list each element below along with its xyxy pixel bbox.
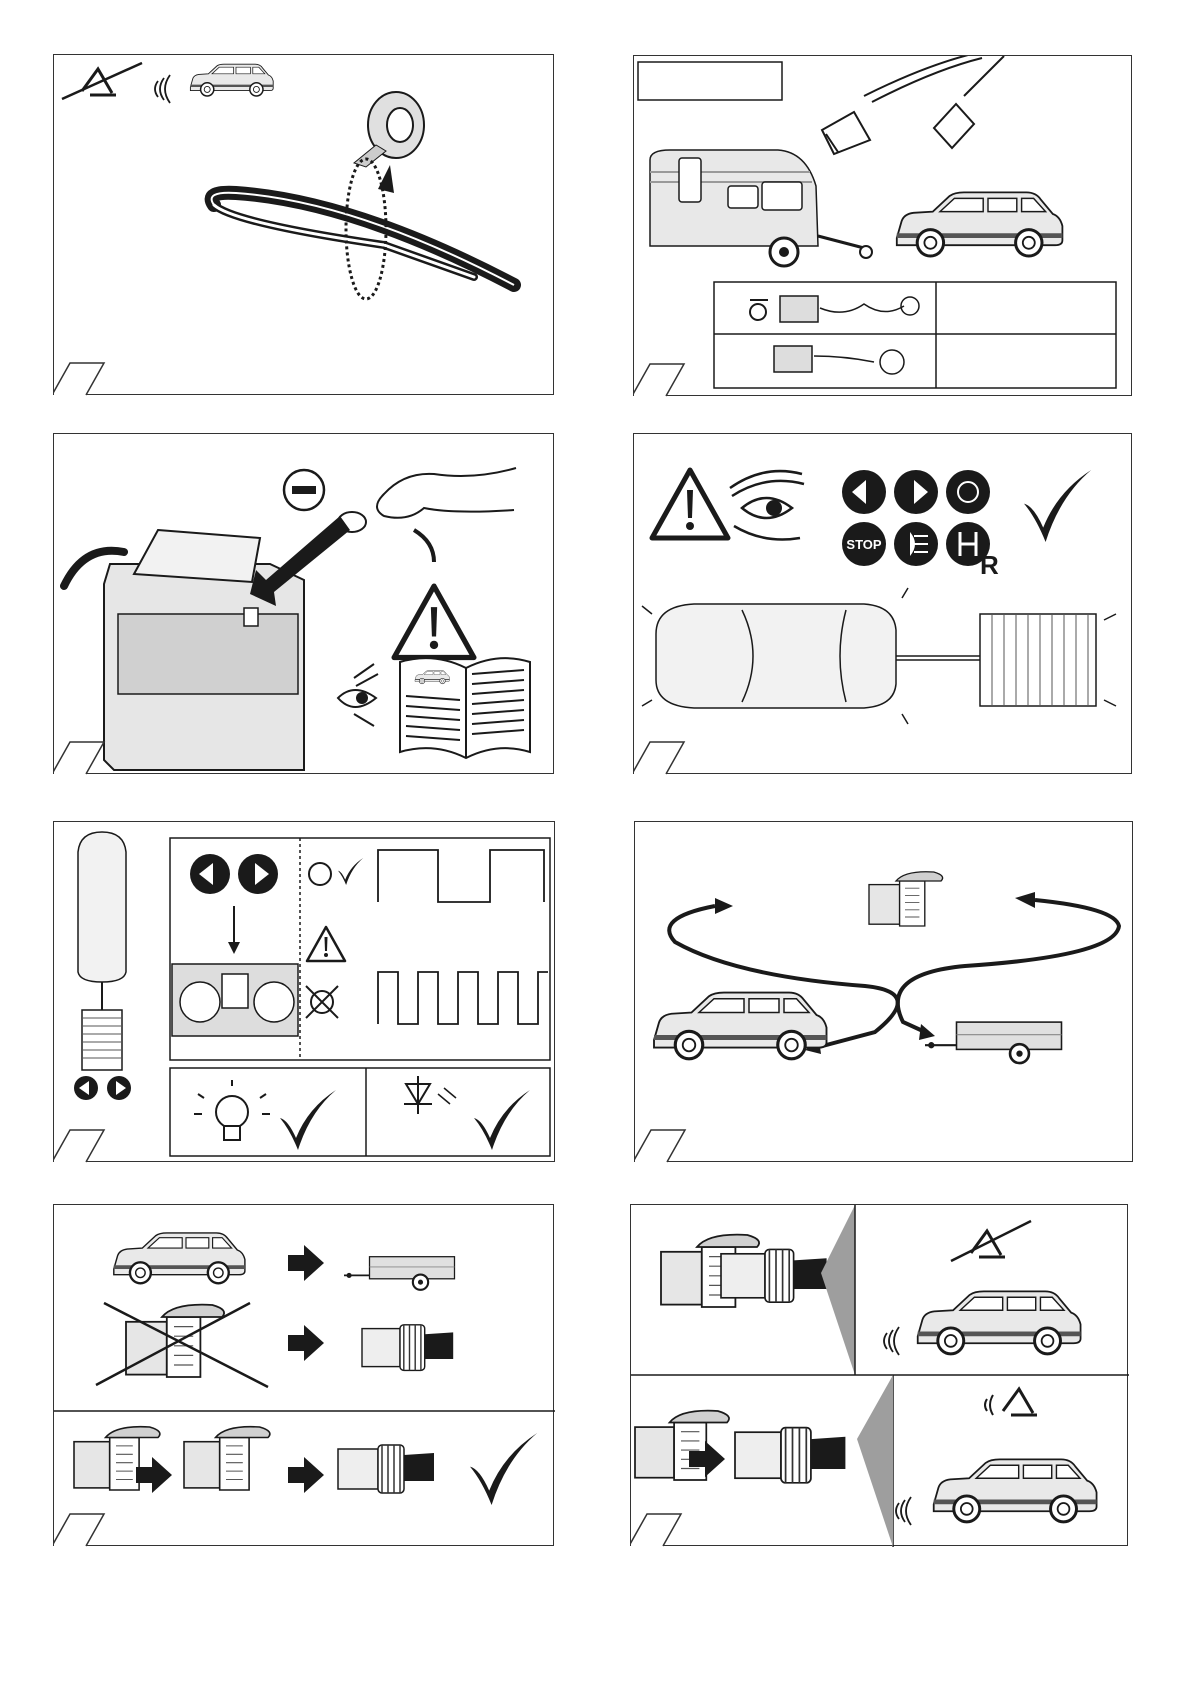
socket-icon [635,1411,729,1480]
caravan-icon [650,150,872,266]
eye-icon [730,471,804,539]
suv-car-icon [934,1459,1097,1522]
step-corner [634,364,684,396]
panel-7 [53,1204,554,1546]
suv-car-icon [918,1291,1081,1354]
suv-car-icon [114,1233,245,1283]
parking-sensor-icon [884,1327,899,1355]
warning-triangle-icon [652,470,728,538]
parking-sensor-icon [896,1497,911,1525]
panel-6 [634,821,1133,1162]
connector-plug-icon [822,56,1004,154]
plug-icon [338,1445,434,1493]
panel-8 [630,1204,1128,1546]
socket-icon [869,872,943,926]
label-box [638,62,782,100]
no-audio-alarm-icon [62,63,142,99]
trailer-icon [925,1022,1062,1063]
car-top-icon [78,832,126,1070]
panel-5 [53,821,555,1162]
parking-sensor-icon [155,75,170,103]
light-off-icon [306,986,338,1018]
step-corner [635,1130,685,1162]
eye-icon [338,664,378,726]
wiring-table [714,282,1116,388]
indicator-right-icon [107,1076,131,1100]
panel-3 [53,433,554,774]
car-trailer-top-icon [642,588,1116,724]
signal-wedge [857,1375,893,1547]
indicator-left-icon [190,854,230,894]
no-audio-alarm-icon [951,1221,1031,1261]
checkmark-icon [470,1433,537,1505]
arrow-right-icon [288,1325,324,1361]
arrow-right-icon [288,1245,324,1281]
arrow-right-icon [136,1457,172,1493]
light-icon [946,470,990,514]
minus-terminal-icon [284,470,324,510]
step-corner [634,742,684,774]
signal-wedge [821,1205,855,1375]
step-corner [54,1130,104,1162]
step-corner [54,742,104,774]
step-corner [54,1514,104,1546]
audio-alarm-icon [985,1389,1037,1415]
socket-icon [126,1305,224,1377]
battery-icon [64,530,304,770]
stop-icon [842,522,886,566]
step-corner [54,363,104,395]
fog-light-icon [894,522,938,566]
warning-triangle-icon [394,586,474,657]
trailer-icon [344,1257,455,1290]
indicator-left-icon [842,470,886,514]
tape-roll-icon [354,92,424,167]
reverse-label: R [980,550,999,580]
dashboard-icon [172,964,298,1036]
plug-icon [735,1428,845,1483]
socket-icon [184,1427,270,1490]
suv-car-icon [190,64,273,96]
indicator-right-icon [894,470,938,514]
stop-label: STOP [846,537,882,552]
panel-2 [633,55,1132,396]
checkmark-icon [1024,470,1091,542]
arrow-right-icon [288,1457,324,1493]
panel-1 [53,54,554,395]
suv-car-icon [897,192,1063,256]
hand-icon [338,468,516,562]
indicator-left-icon [74,1076,98,1100]
cable-bundle-icon [212,193,514,285]
suv-car-icon [654,993,827,1059]
indicator-right-icon [238,854,278,894]
reverse-gear-icon [946,522,999,580]
step-corner [631,1514,681,1546]
panel-4 [633,433,1132,774]
manual-book-icon [400,658,530,758]
plug-icon [721,1249,827,1302]
plug-icon [362,1325,453,1371]
